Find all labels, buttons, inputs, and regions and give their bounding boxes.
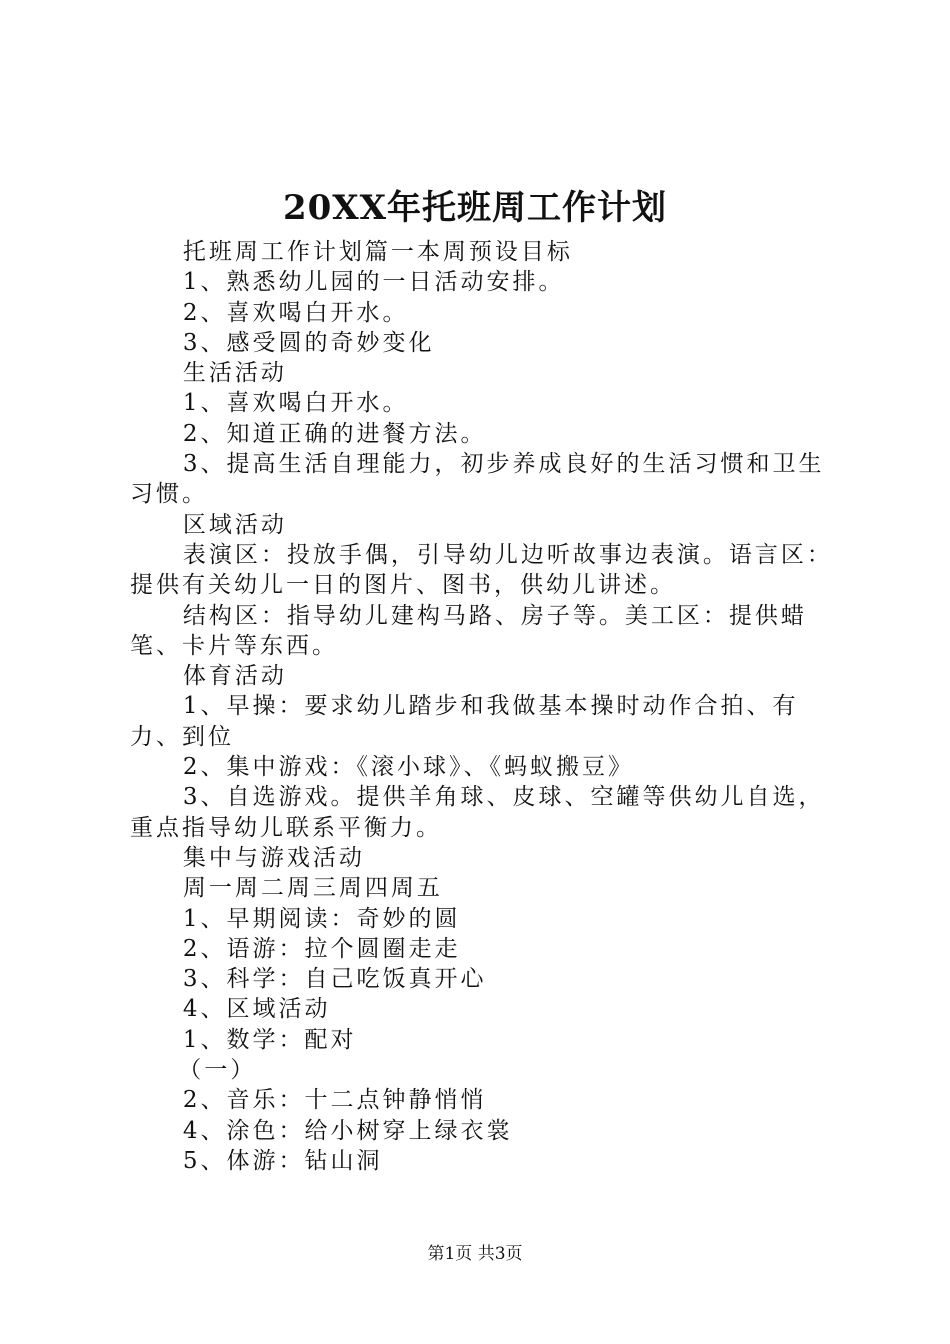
paragraph: 3、科学：自己吃饭真开心 bbox=[182, 966, 487, 993]
paragraph: 3、提高生活自理能力，初步养成良好的生活习惯和卫生习惯。 bbox=[130, 451, 825, 508]
paragraph: 1、熟悉幼儿园的一日活动安排。 bbox=[182, 269, 565, 296]
paragraph: 2、喜欢喝白开水。 bbox=[182, 299, 409, 326]
page-footer: 第1页 共3页 bbox=[427, 1244, 523, 1264]
document-title: 20XX年托班周工作计划 bbox=[282, 188, 668, 228]
paragraph: 2、语游：拉个圆圈走走 bbox=[182, 935, 461, 962]
paragraph: 3、自选游戏。提供羊角球、皮球、空罐等供幼儿自选，重点指导幼儿联系平衡力。 bbox=[130, 784, 825, 841]
paragraph: （一） bbox=[178, 1057, 257, 1084]
paragraph: 2、音乐：十二点钟静悄悄 bbox=[182, 1087, 487, 1114]
paragraph: 2、知道正确的进餐方法。 bbox=[182, 420, 487, 447]
paragraph: 结构区：指导幼儿建构马路、房子等。美工区：提供蜡笔、卡片等东西。 bbox=[130, 602, 807, 659]
paragraph: 集中与游戏活动 bbox=[182, 844, 365, 871]
paragraph: 1、喜欢喝白开水。 bbox=[182, 390, 409, 417]
paragraph: 2、集中游戏：《滚小球》、《蚂蚁搬豆》 bbox=[182, 754, 635, 781]
paragraph: 表演区：投放手偶，引导幼儿边听故事边表演。语言区：提供有关幼儿一日的图片、图书，供幼儿讲述。 bbox=[130, 541, 833, 599]
paragraph: 周一周二周三周四周五 bbox=[182, 875, 443, 902]
paragraph: 1、数学：配对 bbox=[182, 1026, 357, 1053]
paragraph: 4、涂色：给小树穿上绿衣裳 bbox=[182, 1117, 513, 1144]
paragraph: 1、早期阅读：奇妙的圆 bbox=[182, 905, 461, 932]
paragraph: 3、感受圆的奇妙变化 bbox=[182, 329, 435, 356]
paragraph: 4、区域活动 bbox=[182, 996, 331, 1023]
paragraph: 体育活动 bbox=[182, 663, 287, 690]
document-body bbox=[130, 237, 842, 1176]
paragraph: 1、早操：要求幼儿踏步和我做基本操时动作合拍、有力、到位 bbox=[130, 693, 799, 750]
paragraph: 5、体游：钻山洞 bbox=[182, 1147, 383, 1174]
paragraph: 生活活动 bbox=[182, 360, 287, 387]
paragraph: 托班周工作计划篇一本周预设目标 bbox=[182, 239, 573, 265]
paragraph: 区域活动 bbox=[182, 511, 287, 538]
